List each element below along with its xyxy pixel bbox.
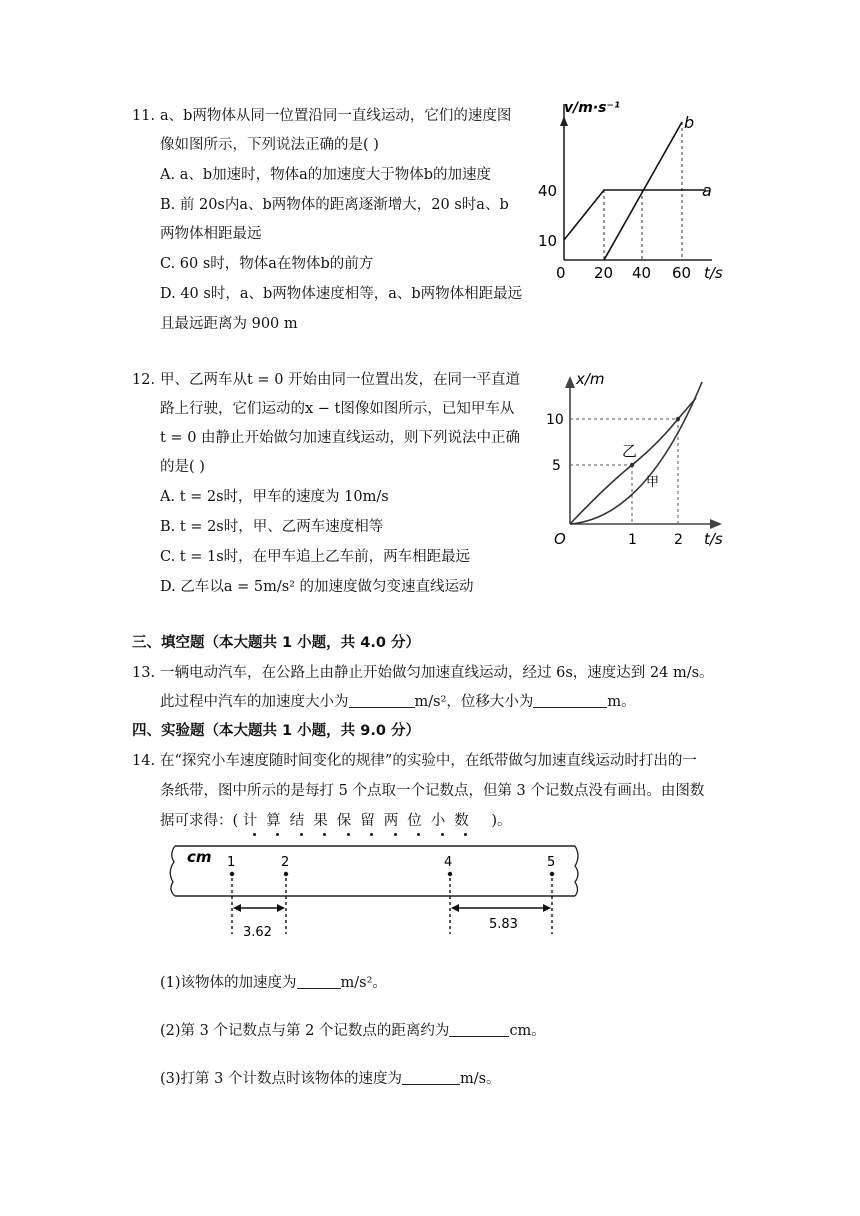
dim-arrow-45-left <box>451 904 459 912</box>
emph-char: 两 <box>383 813 408 829</box>
emph-char: 小 <box>430 813 455 829</box>
paper-tape-diagram <box>165 842 585 942</box>
section-3-heading: 三、填空题（本大题共 1 小题，共 4.0 分） <box>132 635 420 651</box>
q11-number: 11. <box>132 108 156 124</box>
dim-label-45: 5.83 <box>489 917 518 932</box>
emph-char: 位 <box>407 813 431 829</box>
vt-x-label: t/s <box>704 264 723 282</box>
q14-line1: 在“探究小车速度随时间变化的规律”的实验中，在纸带做匀加速直线运动时打出的一 <box>160 753 697 769</box>
dim-arrow-12-left <box>233 904 241 912</box>
tape-dot-1 <box>230 872 234 876</box>
tape-dot-4 <box>448 872 452 876</box>
q14-line3 <box>160 811 512 831</box>
q13-text-b: m/s²，位移大小为 <box>414 694 534 710</box>
q11-stem-line2: 像如图所示，下列说法正确的是( ) <box>160 137 379 153</box>
vt-ytick-10: 10 <box>538 232 558 250</box>
q13-blank-displacement[interactable] <box>533 693 607 708</box>
xt-x-label: t/s <box>704 530 723 548</box>
q11-option-c: C. 60 s时，物体a在物体b的前方 <box>160 256 374 272</box>
q13-text-c: m。 <box>607 694 636 710</box>
q14-sub2-unit: cm。 <box>509 1023 546 1039</box>
emph-char: 数 <box>454 813 478 829</box>
q11-option-a: A. a、b加速时，物体a的加速度大于物体b的加速度 <box>160 167 492 183</box>
emph-char: 保 <box>336 813 361 829</box>
xt-x-axis-arrow <box>710 519 722 529</box>
vt-xtick-40: 40 <box>632 264 652 282</box>
q14-sub1-unit: m/s²。 <box>340 975 387 991</box>
vt-y-label: v/m·s⁻¹ <box>564 100 620 116</box>
q14-sub3-text: (3)打第 3 个计数点时该物体的速度为 <box>160 1071 402 1087</box>
q11-option-d-line2: 且最远距离为 900 m <box>160 316 298 332</box>
label-yi: 乙 <box>622 442 638 460</box>
xt-xtick-1: 1 <box>628 532 637 548</box>
q14-sub3-unit: m/s。 <box>459 1071 501 1087</box>
tape-unit: cm <box>187 848 212 866</box>
q14-sub1-text: (1)该物体的加速度为 <box>160 975 297 991</box>
xt-ytick-10: 10 <box>546 412 564 428</box>
vt-origin: 0 <box>556 264 566 282</box>
q14-sub1 <box>160 973 387 993</box>
q12-stem-line3: t = 0 由静止开始做匀加速直线运动，则下列说法中正确 <box>160 430 521 446</box>
vt-label-a: a <box>702 181 712 200</box>
tape-dot-5 <box>550 872 554 876</box>
q14-sub2-text: (2)第 3 个记数点与第 2 个记数点的距离约为 <box>160 1023 450 1039</box>
xt-xtick-2: 2 <box>674 532 683 548</box>
q11-stem-line1: a、b两物体从同一位置沿同一直线运动，它们的速度图 <box>160 108 512 124</box>
label-jia: 甲 <box>646 475 660 490</box>
q11-option-b-line1: B. 前 20s内a、b两物体的距离逐渐增大，20 s时a、b <box>160 197 509 213</box>
point-label-5: 5 <box>547 855 556 870</box>
q12-stem-line1: 甲、乙两车从t = 0 开始由同一位置出发，在同一平直道 <box>160 372 521 388</box>
q14-sub3 <box>160 1069 501 1089</box>
vt-label-b: b <box>684 113 695 132</box>
dim-arrow-45-right <box>543 904 551 912</box>
point-label-2: 2 <box>281 855 290 870</box>
vt-xtick-20: 20 <box>594 264 614 282</box>
tape-right-tear <box>575 846 578 896</box>
tape-dot-2 <box>284 872 288 876</box>
curve-yi <box>570 398 696 524</box>
point-t1 <box>630 463 634 467</box>
q14-emphasis-text <box>243 813 492 829</box>
dim-arrow-12-right <box>277 904 285 912</box>
vt-ytick-40: 40 <box>538 182 558 200</box>
point-t2 <box>676 417 680 421</box>
q11-option-b-line2: 两物体相距最远 <box>160 226 262 242</box>
q13-text-a: 此过程中汽车的加速度大小为 <box>160 694 349 710</box>
q12-option-a: A. t = 2s时，甲车的速度为 10m/s <box>160 489 389 505</box>
xt-origin: O <box>554 530 566 548</box>
point-label-4: 4 <box>444 855 453 870</box>
line-a <box>564 190 706 240</box>
q14-blank-distance[interactable] <box>449 1022 509 1037</box>
emph-char: 留 <box>360 813 384 829</box>
q13-number: 13. <box>132 665 156 681</box>
xt-y-axis-arrow <box>565 376 575 388</box>
q14-line2: 条纸带，图中所示的是每打 5 个点取一个记数点，但第 3 个记数点没有画出。由图数 <box>160 783 705 799</box>
q14-blank-velocity[interactable] <box>402 1070 460 1085</box>
q12-stem-line2: 路上行驶，它们运动的x − t图像如图所示，已知甲车从 <box>160 401 515 417</box>
q14-blank-acceleration[interactable] <box>297 974 341 989</box>
q12-number: 12. <box>132 372 156 388</box>
line-b <box>604 122 682 260</box>
xt-ytick-5: 5 <box>552 458 561 474</box>
q11-vt-graph <box>536 100 726 294</box>
tape-left-tear <box>170 846 175 896</box>
q12-option-c: C. t = 1s时，在甲车追上乙车前，两车相距最远 <box>160 549 471 565</box>
point-label-1: 1 <box>227 855 236 870</box>
emph-char: 计 <box>242 813 267 829</box>
emph-char: 结 <box>289 813 314 829</box>
section-4-heading: 四、实验题（本大题共 1 小题，共 9.0 分） <box>132 723 420 739</box>
emph-char: 算 <box>266 813 290 829</box>
dim-label-12: 3.62 <box>243 925 272 940</box>
q14-line3-start: 据可求得：( <box>160 813 239 829</box>
q12-xt-graph <box>546 368 736 548</box>
q13-line2 <box>160 692 636 712</box>
q11-option-d-line1: D. 40 s时，a、b两物体速度相等，a、b两物体相距最远 <box>160 286 523 302</box>
q14-line3-end: )。 <box>491 813 512 829</box>
vt-xtick-60: 60 <box>672 264 692 282</box>
q14-sub2 <box>160 1021 546 1041</box>
q13-line1: 一辆电动汽车，在公路上由静止开始做匀加速直线运动，经过 6s，速度达到 24 m/s。 <box>160 665 714 681</box>
xt-y-label: x/m <box>576 370 605 388</box>
q14-number: 14. <box>132 753 156 769</box>
q12-stem-line4: 的是( ) <box>160 459 205 475</box>
q12-option-d: D. 乙车以a = 5m/s² 的加速度做匀变速直线运动 <box>160 579 474 595</box>
q12-option-b: B. t = 2s时，甲、乙两车速度相等 <box>160 519 384 535</box>
q13-blank-acceleration[interactable] <box>349 693 415 708</box>
y-axis-arrow <box>560 116 568 126</box>
emph-char: 果 <box>313 813 337 829</box>
